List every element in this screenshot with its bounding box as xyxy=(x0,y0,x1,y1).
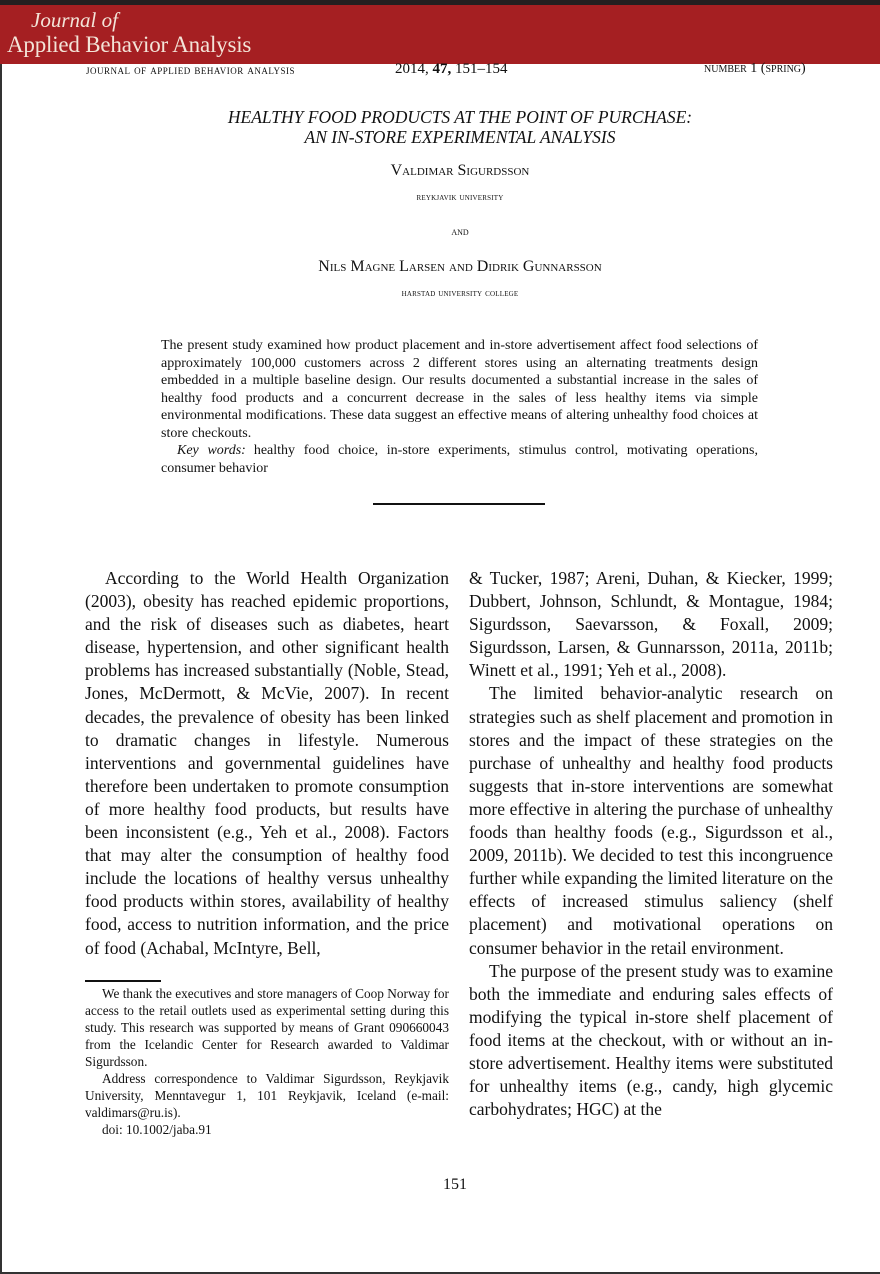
body-paragraph: The limited behavior-analytic research on strategies such as shelf placement and promotion in stores and the impact of these strategies on the purchase of unhealthy and healthy food products suggests that in-store interventions are somewhat more effective in altering the purchase of unhealthy foods than healthy foods (e.g., Sigurdsson et al., 2009, 2011b). We decided to test this incongruence further while expanding the limited literature on the effects of increased stimulus saliency (shelf placement) and motivational operations on consumer behavior in the retail environment. xyxy=(469,683,833,958)
footnote-rule xyxy=(85,980,161,982)
journal-logo-line2: Applied Behavior Analysis xyxy=(7,32,252,57)
footnote xyxy=(85,985,449,1138)
running-head-year: 2014, xyxy=(395,61,429,77)
body-paragraph: According to the World Health Organization (2003), obesity has reached epidemic proportions, and the risk of diseases such as diabetes, heart disease, hypertension, and other significant health problems has increased substantially (Noble, Stead, Jones, McDermott, & McVie, 2007). In recent decades, the prevalence of obesity has been linked to dramatic changes in lifestyle. Numerous interventions and governmental guidelines have therefore been undertaken to promote consumption of more healthy food products, but results have been inconsistent (e.g., Yeh et al., 2008). Factors that may alter the consumption of healthy food include the locations of healthy versus unhealthy food products within stores, availability of healthy food, access to nutrition information, and the price of food (Achabal, McIntyre, Bell, xyxy=(85,568,449,958)
body-column-right xyxy=(469,567,833,1121)
page-number: 151 xyxy=(443,1176,467,1193)
author-separator: and xyxy=(451,224,469,238)
body-paragraph: The purpose of the present study was to examine both the immediate and enduring sales effects of modifying the typical in-store shelf placement of food items at the checkout, with or without an in-store advertisement. Healthy items were substituted for unhealthy items (e.g., candy, high glycemic carbohydrates; HGC) at the xyxy=(469,960,833,1120)
affiliation-1: reykjavik university xyxy=(416,192,504,203)
keywords-label: Key words: xyxy=(177,443,246,458)
title-line-2: AN IN-STORE EXPERIMENTAL ANALYSIS xyxy=(304,127,616,147)
affiliation-2: harstad university college xyxy=(401,288,519,299)
abstract-text: The present study examined how product placement and in-store advertisement affect food selections of approximately 100,000 customers across 2 different stores using an alternating treatments design embedded in a multiple baseline design. Our results documented a substantial increase in the sales of healthy food products and a concurrent decrease in the sales of less healthy items via simple environmental modifications. These data suggest an effective means of altering unhealthy food choices at store checkouts. xyxy=(161,338,758,441)
keywords xyxy=(161,442,758,477)
running-head-citation xyxy=(395,61,508,78)
footnote-doi: doi: 10.1002/jaba.91 xyxy=(102,1122,212,1137)
journal-logo-line1: Journal of xyxy=(31,8,118,32)
keywords-list: healthy food choice, in-store experiments, stimulus control, motivating operations, consumer behavior xyxy=(161,443,758,476)
footnote-acknowledgment: We thank the executives and store managers of Coop Norway for access to the retail outlets used as experimental setting during this study. This research was supported by means of Grant 090660043 from the Icelandic Center for Research awarded to Valdimar Sigurdsson. xyxy=(85,986,449,1069)
section-divider xyxy=(373,503,545,505)
article-title xyxy=(0,107,880,147)
running-head-pages: 151–154 xyxy=(455,61,508,77)
author-1: Valdimar Sigurdsson xyxy=(390,162,530,179)
running-head-issue: number 1 (spring) xyxy=(704,61,806,76)
journal-banner xyxy=(0,5,880,64)
running-head-journal: journal of applied behavior analysis xyxy=(86,63,295,77)
body-column-left xyxy=(85,567,449,960)
author-2: Nils Magne Larsen and Didrik Gunnarsson xyxy=(318,258,602,275)
body-paragraph: & Tucker, 1987; Areni, Duhan, & Kiecker, 1999; Dubbert, Johnson, Schlundt, & Montague, 1984; Sigurdsson, Saevarsson, & Foxall, 2009; Sigurdsson, Larsen, & Gunnarsson, 2011a, 2011b; Winett et al., 1991; Yeh et al., 2008). xyxy=(469,568,833,681)
running-head xyxy=(0,61,880,79)
footnote-address: Address correspondence to Valdimar Sigurdsson, Reykjavik University, Menntavegur 1, 101 Reykjavik, Iceland (e-mail: valdimars@ru.is). xyxy=(85,1071,449,1120)
title-line-1: HEALTHY FOOD PRODUCTS AT THE POINT OF PURCHASE: xyxy=(227,107,693,127)
running-head-volume: 47, xyxy=(432,61,452,77)
abstract xyxy=(161,337,758,477)
